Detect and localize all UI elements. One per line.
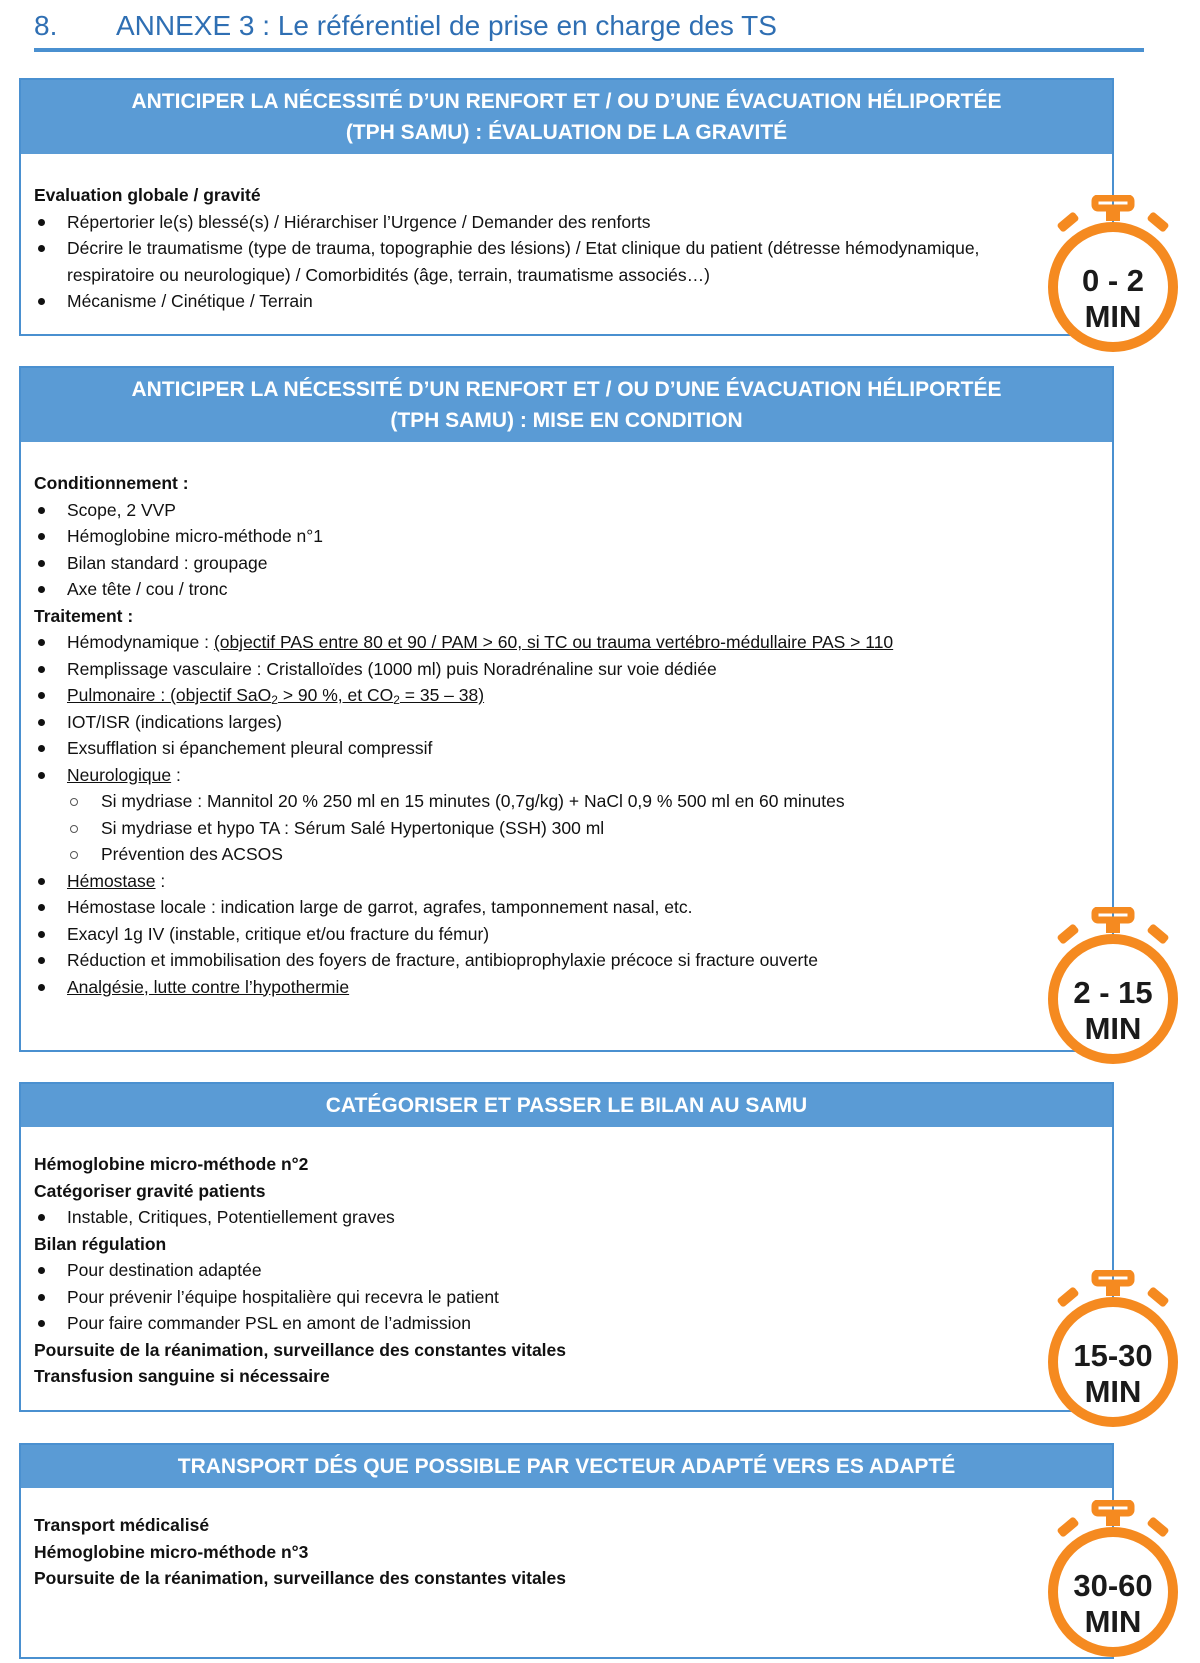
card-title-line1: CATÉGORISER ET PASSER LE BILAN AU SAMU (325, 1094, 808, 1117)
hemo-label: Hémodynamique : (67, 632, 214, 652)
timer-unit: MIN (1084, 299, 1142, 334)
card-body (21, 1127, 1112, 1390)
stopwatch-timer-15-30 (1043, 1270, 1183, 1430)
list-item: Exsufflation si épanchement pleural compressif (34, 735, 1052, 762)
section-heading: Catégoriser gravité patients (34, 1180, 266, 1201)
section-heading: Evaluation globale / gravité (34, 185, 261, 205)
timer-unit: MIN (1084, 1011, 1142, 1046)
list-item: Mécanisme / Cinétique / Terrain (34, 288, 1052, 315)
list-item: Instable, Critiques, Potentiellement graves (34, 1204, 1052, 1231)
hemo-detail: (objectif PAS entre 80 et 90 / PAM > 60, si TC ou trauma vertébro-médullaire PAS > 110 (213, 632, 894, 652)
list-item: Réduction et immobilisation des foyers de fracture, antibioprophylaxie précoce si fracture ouverte (34, 947, 1052, 974)
analgesie-text: Analgésie, lutte contre l’hypothermie (67, 976, 350, 997)
section-heading: Transport médicalisé (34, 1515, 210, 1535)
list-item: Bilan standard : groupage (34, 550, 1052, 577)
card-body (21, 442, 1112, 1000)
card-title (21, 1445, 1112, 1488)
section-heading: Traitement : (34, 605, 134, 626)
list-item: IOT/ISR (indications larges) (34, 709, 1052, 736)
list-item: Exacyl 1g IV (instable, critique et/ou fracture du fémur) (34, 921, 1052, 948)
pulmo-text (67, 685, 484, 705)
list-item (34, 762, 1052, 789)
section-heading: Transfusion sanguine si nécessaire (34, 1366, 330, 1386)
list-item: Pour faire commander PSL en amont de l’admission (34, 1310, 1052, 1337)
hemostase-colon: : (155, 870, 166, 891)
neuro-colon: : (171, 764, 181, 785)
pulmo-sub-2: 2 (393, 693, 400, 707)
timer-range: 15-30 (1073, 1338, 1153, 1373)
timer-range: 30-60 (1073, 1568, 1153, 1603)
timer-range: 0 - 2 (1081, 263, 1145, 298)
stopwatch-timer-0-2 (1043, 195, 1183, 355)
section-heading: Hémoglobine micro-méthode n°3 (34, 1541, 309, 1562)
card-mise-en-condition (19, 366, 1114, 1052)
pulmo-sub-1: 2 (271, 693, 278, 707)
list-item (34, 682, 1052, 709)
stopwatch-timer-2-15 (1043, 907, 1183, 1067)
section-heading: Conditionnement : (34, 473, 189, 493)
list-item: Hémoglobine micro-méthode n°1 (34, 523, 1052, 550)
card-body (21, 154, 1112, 315)
list-item: Pour prévenir l’équipe hospitalière qui recevra le patient (34, 1284, 1052, 1311)
card-title (21, 368, 1112, 442)
list-item: Répertorier le(s) blessé(s) / Hiérarchiser l’Urgence / Demander des renforts (34, 209, 1052, 236)
card-bilan-samu (19, 1082, 1114, 1412)
page-heading (34, 6, 1144, 52)
card-title (21, 1084, 1112, 1127)
timer-range: 2 - 15 (1073, 975, 1153, 1010)
list-item: Pour destination adaptée (34, 1257, 1052, 1284)
pulmo-part-b: > 90 %, et CO (277, 685, 394, 705)
card-title (21, 80, 1112, 154)
section-heading: Bilan régulation (34, 1233, 167, 1254)
list-item: Remplissage vasculaire : Cristalloïdes (1000 ml) puis Noradrénaline sur voie dédiée (34, 656, 1052, 683)
list-item: Hémostase locale : indication large de garrot, agrafes, tamponnement nasal, etc. (34, 894, 1052, 921)
list-item: Axe tête / cou / tronc (34, 576, 1052, 603)
sub-list-item: Prévention des ACSOS (34, 841, 1052, 868)
section-heading: Poursuite de la réanimation, surveillance des constantes vitales (34, 1339, 567, 1360)
card-title-line1: ANTICIPER LA NÉCESSITÉ D’UN RENFORT ET / OU D’UNE ÉVACUATION HÉLIPORTÉE (131, 378, 1002, 401)
card-transport (19, 1443, 1114, 1659)
stopwatch-timer-30-60 (1043, 1500, 1183, 1660)
pulmo-part-c: = 35 – 38) (399, 685, 485, 705)
card-evaluation-gravite (19, 78, 1114, 336)
timer-unit: MIN (1084, 1374, 1142, 1409)
list-item (34, 974, 1052, 1001)
pulmo-part-a: Pulmonaire : (objectif SaO (67, 685, 272, 705)
card-title-line1: TRANSPORT DÉS QUE POSSIBLE PAR VECTEUR ADAPTÉ VERS ES ADAPTÉ (177, 1455, 956, 1478)
list-item (34, 629, 1052, 656)
card-body (21, 1488, 1112, 1592)
section-heading: Poursuite de la réanimation, surveillance des constantes vitales (34, 1568, 567, 1588)
section-number: 8. (34, 10, 58, 41)
list-item (34, 868, 1052, 895)
hemostase-label: Hémostase (67, 870, 156, 891)
section-heading: Hémoglobine micro-méthode n°2 (34, 1154, 309, 1174)
timer-unit: MIN (1084, 1604, 1142, 1639)
list-item-continuation: respiratoire ou neurologique) / Comorbidités (âge, terrain, traumatisme associés…) (67, 264, 710, 285)
card-title-line2: (TPH SAMU) : ÉVALUATION DE LA GRAVITÉ (345, 121, 788, 144)
page-title: ANNEXE 3 : Le référentiel de prise en charge des TS (116, 10, 777, 41)
sub-list-item: Si mydriase et hypo TA : Sérum Salé Hypertonique (SSH) 300 ml (34, 815, 1052, 842)
card-title-line1: ANTICIPER LA NÉCESSITÉ D’UN RENFORT ET / OU D’UNE ÉVACUATION HÉLIPORTÉE (131, 90, 1002, 113)
card-title-line2: (TPH SAMU) : MISE EN CONDITION (390, 409, 743, 432)
sub-list-item: Si mydriase : Mannitol 20 % 250 ml en 15 minutes (0,7g/kg) + NaCl 0,9 % 500 ml en 60 minutes (34, 788, 1052, 815)
list-item: Décrire le traumatisme (type de trauma, topographie des lésions) / Etat clinique du patient (détresse hémodynamique, (34, 235, 1052, 262)
neuro-label: Neurologique (67, 764, 172, 785)
list-item: Scope, 2 VVP (34, 497, 1052, 524)
